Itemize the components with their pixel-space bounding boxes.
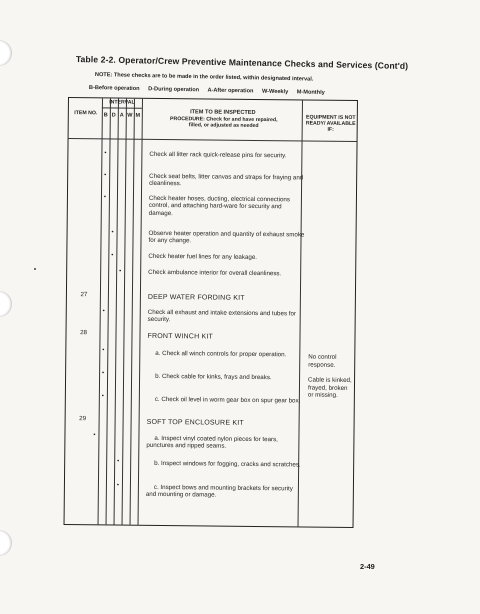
item-number: 27 (80, 291, 88, 299)
header-rule (69, 138, 357, 142)
punch-hole (0, 530, 12, 556)
inspection-entry: b. Check cable for kinks, frays and breaks. (155, 372, 272, 382)
item-no-header: ITEM NO. (74, 110, 98, 117)
punch-hole (0, 291, 12, 317)
section-heading: DEEP WATER FORDING KIT (147, 293, 245, 302)
interval-mark: • (101, 393, 104, 400)
inspection-entry: Check seat belts, litter canvas and straps for fraying and cleanliness. (149, 172, 304, 188)
legend-after: A-After operation (207, 87, 254, 95)
interval-w: W (127, 112, 133, 119)
interval-mark: • (117, 458, 120, 465)
interval-mark: • (104, 150, 107, 157)
interval-mark: • (93, 432, 96, 439)
legend-monthly: M-Monthly (296, 89, 325, 96)
interval-mark: • (104, 172, 107, 179)
pmcs-table (64, 97, 358, 528)
inspection-entry: Check heater fuel lines for any leakage. (148, 252, 258, 261)
punch-hole (0, 40, 12, 66)
inspection-entry: Check all exhaust and intake extensions and tubes for security. (147, 308, 297, 324)
legend-weekly: W-Weekly (261, 88, 289, 96)
interval-m: M (135, 112, 141, 119)
inspection-entry: Check ambulance interior for overall cleanliness. (148, 268, 282, 278)
inspection-entry: Check all litter rack quick-release pins for security. (149, 150, 287, 160)
interval-mark: • (103, 194, 107, 201)
inspection-entry: Check heater hoses, ducting, electrical connections control, and attaching hard-ware for security and damage. (148, 194, 291, 217)
stray-mark (34, 268, 36, 270)
interval-mark: • (102, 347, 105, 354)
inspection-entry: c. Check oil level in worm gear box on spur gear box. (154, 395, 301, 405)
item-number: 28 (80, 329, 88, 337)
interval-mark: • (102, 370, 105, 377)
page-number: 2-49 (360, 562, 375, 571)
interval-mark: • (119, 268, 122, 275)
interval-a: A (119, 112, 124, 119)
interval-b: B (103, 112, 108, 119)
interval-mark: • (111, 252, 114, 259)
legend-before: B-Before operation (88, 85, 140, 93)
interval-rule (102, 107, 142, 108)
item-inspected-header: ITEM TO BE INSPECTED (190, 109, 256, 116)
col-rule (130, 99, 135, 525)
procedure-header: PROCEDURE: Check for and have repaired, filled, or adjusted as needed (169, 116, 278, 130)
inspection-entry: c. Inspect bows and mounting brackets for security and mounting or damage. (145, 483, 293, 499)
inspection-entry: b. Inspect windows for fogging, cracks and scratches. (154, 459, 301, 469)
interval-legend (89, 85, 332, 96)
item-number: 29 (79, 415, 87, 423)
not-ready-condition: Cable is kinked, frayed, broken or missing. (307, 376, 352, 400)
legend-during: D-During operation (148, 86, 200, 94)
equipment-header: EQUIPMENT IS NOT READY/ AVAILABLE IF: (305, 114, 356, 134)
inspection-entry: a. Inspect vinyl coated nylon pieces for tears, punctures and ripped seams. (146, 434, 278, 451)
interval-mark: • (102, 308, 105, 315)
inspection-entry: Observe heater operation and quantity of exhaust smoke for any change. (148, 229, 305, 245)
interval-header: INTERVAL (109, 99, 135, 106)
interval-mark: • (111, 229, 114, 236)
interval-d: D (111, 112, 116, 119)
table-note: NOTE: These checks are to be made in the order listed, within designated interval. (94, 72, 314, 83)
not-ready-condition: No control response. (308, 353, 337, 369)
col-rule (122, 99, 127, 525)
table-title: Table 2-2. Operator/Crew Preventive Maintenance Checks and Services (Cont'd) (75, 54, 409, 71)
interval-mark: • (116, 482, 120, 489)
col-rule (138, 99, 143, 525)
section-heading: SOFT TOP ENCLOSURE KIT (146, 418, 244, 427)
inspection-entry: a. Check all winch controls for proper operation. (155, 349, 287, 359)
section-heading: FRONT WINCH KIT (147, 332, 214, 341)
